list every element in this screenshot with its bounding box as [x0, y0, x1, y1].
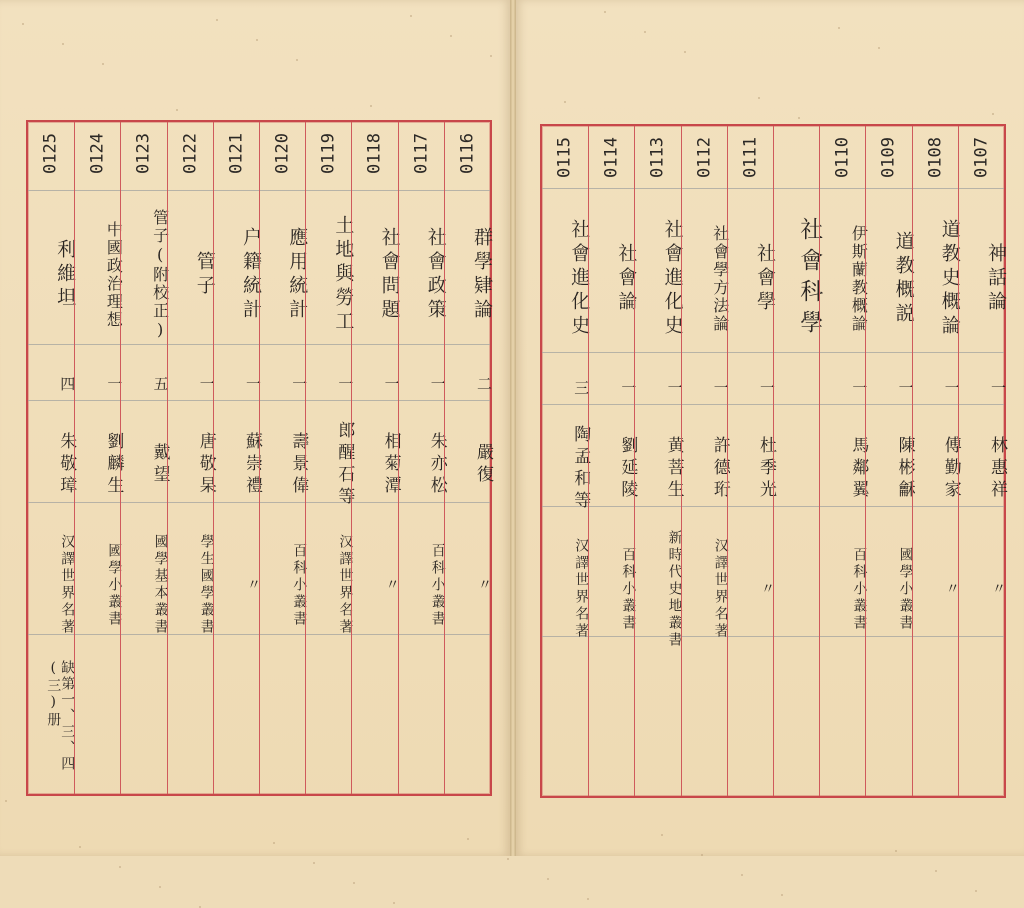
series-name: 〃: [758, 580, 775, 598]
book-title: 管子(附校正): [150, 209, 170, 341]
series-name: 汉譯世界名著: [59, 534, 76, 636]
book-title: 利維坦: [54, 239, 77, 311]
paper-speck: [684, 51, 686, 53]
paper-speck: [975, 890, 977, 892]
catalog-column: [727, 126, 774, 796]
catalog-column: [773, 126, 823, 796]
book-title: 社會政策: [424, 227, 447, 323]
catalog-number: 0116: [457, 133, 478, 175]
paper-speck: [547, 878, 549, 880]
paper-speck: [992, 113, 994, 115]
catalog-number: 0107: [971, 137, 992, 179]
series-name: 〃: [244, 576, 261, 594]
volume-count: 一: [988, 380, 1007, 395]
remark: [774, 664, 820, 784]
paper-speck: [450, 35, 452, 37]
paper-speck: [79, 846, 81, 848]
paper-speck: [838, 27, 840, 29]
paper-speck: [758, 97, 760, 99]
catalog-number: 0109: [878, 137, 899, 179]
volume-count: 一: [665, 380, 684, 395]
catalog-column: [398, 122, 445, 794]
author-name: 朱敬璋: [56, 432, 77, 498]
paper-speck: [878, 47, 880, 49]
paper-speck: [935, 870, 937, 872]
author-name: 劉麟生: [103, 432, 124, 498]
book-title: 應用統計: [286, 227, 309, 323]
catalog-number: 0121: [226, 133, 247, 175]
author-name: 壽景偉: [288, 432, 309, 498]
book-title: 管子: [193, 251, 216, 299]
volume-count: 一: [243, 376, 262, 391]
book-title: 道教概説: [892, 231, 915, 327]
catalog-column: [444, 122, 491, 794]
remark: [352, 660, 398, 780]
catalog-number: 0119: [318, 133, 339, 175]
book-title: 神話論: [984, 243, 1007, 315]
paper-speck: [313, 862, 315, 864]
author-name: 馬鄰翼: [848, 436, 869, 502]
series-name: 〃: [989, 580, 1006, 598]
paper-speck: [62, 43, 64, 45]
author-name: 相菊潭: [380, 432, 401, 498]
remark: [866, 664, 912, 784]
series-name: 百科小叢書: [291, 542, 308, 628]
paper-speck: [587, 898, 589, 900]
catalog-column: [28, 122, 77, 794]
author-name: 蘇崇禮: [241, 432, 262, 498]
catalog-number: 0117: [411, 133, 432, 175]
remark: [121, 660, 167, 780]
paper-speck: [564, 101, 566, 103]
remark: 缺第一、三、四(三)册: [45, 660, 76, 772]
volume-count: 一: [382, 376, 401, 391]
author-name: 林惠祥: [986, 436, 1007, 502]
book-spine: [510, 0, 516, 856]
remark: [959, 664, 1005, 784]
left-catalog-table: [26, 120, 492, 796]
catalog-column: [351, 122, 401, 794]
series-name: 〃: [943, 580, 960, 598]
catalog-number: 0111: [740, 137, 761, 179]
remark: [214, 660, 260, 780]
paper-speck: [5, 800, 7, 802]
remark: [589, 664, 635, 784]
paper-speck: [393, 902, 395, 904]
catalog-column: [865, 126, 915, 796]
remark: [445, 660, 491, 780]
remark: [542, 664, 588, 784]
catalog-number: 0123: [133, 133, 154, 175]
right-catalog-table: [540, 124, 1006, 798]
author-name: 許德珩: [709, 436, 730, 502]
volume-count: 一: [428, 376, 447, 391]
paper-speck: [644, 31, 646, 33]
book-title: 道教史概論: [938, 219, 961, 339]
catalog-column: [819, 126, 869, 796]
book-title: 社會問題: [378, 227, 401, 323]
catalog-column: [74, 122, 124, 794]
author-name: 陳彬龢: [894, 436, 915, 502]
book-title: 社會學: [753, 243, 776, 315]
volume-count: 一: [619, 380, 638, 395]
catalog-number: 0122: [180, 133, 201, 175]
paper-speck: [467, 838, 469, 840]
remark: [260, 660, 306, 780]
series-name: 汉譯世界名著: [337, 534, 354, 636]
book-title: 社會進化史: [661, 219, 684, 339]
author-name: 陶孟和等: [570, 425, 591, 513]
series-name: 新時代史地叢書: [666, 529, 683, 649]
remark: [635, 664, 681, 784]
volume-count: 三: [572, 380, 591, 395]
catalog-column: [542, 126, 591, 796]
remark: [728, 664, 774, 784]
author-name: 黄菩生: [663, 436, 684, 502]
series-name: 汉譯世界名著: [712, 538, 729, 640]
book-title: 中國政治理想: [104, 221, 124, 329]
book-title: 伊斯蘭教概論: [849, 225, 869, 333]
catalog-column: [681, 126, 728, 796]
volume-count: 一: [850, 380, 869, 395]
remark: [913, 664, 959, 784]
series-name: 汉譯世界名著: [573, 538, 590, 640]
paper-speck: [604, 11, 606, 13]
catalog-number: 0112: [694, 137, 715, 179]
author-name: [774, 414, 820, 524]
volume-count: 一: [757, 380, 776, 395]
book-title: 社會學方法論: [710, 225, 730, 333]
catalog-column: [167, 122, 214, 794]
catalog-number: 0110: [832, 137, 853, 179]
paper-speck: [353, 882, 355, 884]
catalog-number: 0115: [554, 137, 575, 179]
author-name: 唐敬杲: [195, 432, 216, 498]
volume-count: 一: [105, 376, 124, 391]
catalog-number: 0114: [601, 137, 622, 179]
paper-speck: [798, 117, 800, 119]
paper-speck: [781, 894, 783, 896]
volume-count: 四: [58, 376, 77, 391]
catalog-column: [588, 126, 638, 796]
catalog-number: 0120: [272, 133, 293, 175]
author-name: 嚴復: [472, 443, 493, 487]
remark: [399, 660, 445, 780]
series-name: 〃: [475, 576, 492, 594]
author-name: 杜季光: [755, 436, 776, 502]
catalog-column: [259, 122, 309, 794]
paper-speck: [661, 834, 663, 836]
paper-speck: [102, 63, 104, 65]
catalog-column: [958, 126, 1005, 796]
author-name: 傅勤家: [940, 436, 961, 502]
catalog-column: [912, 126, 959, 796]
author-name: 劉延陵: [617, 436, 638, 502]
volume-count: 一: [896, 380, 915, 395]
remark: [168, 660, 214, 780]
series-name: 國學小叢書: [897, 546, 914, 632]
book-title: 户籍統計: [239, 227, 262, 323]
remark: [682, 664, 728, 784]
volume-count: 一: [197, 376, 216, 391]
paper-speck: [216, 19, 218, 21]
author-name: 戴望: [149, 443, 170, 487]
series-name: 百科小叢書: [620, 546, 637, 632]
paper-speck: [176, 109, 178, 111]
paper-speck: [256, 39, 258, 41]
book-title: 社會論: [615, 243, 638, 315]
paper-speck: [119, 866, 121, 868]
author-name: 郎醒石等: [334, 421, 355, 509]
paper-speck: [490, 55, 492, 57]
series-name: 百科小叢書: [851, 546, 868, 632]
remark: [75, 660, 121, 780]
catalog-column: [120, 122, 170, 794]
series-name: 〃: [383, 576, 400, 594]
series-name: 學生國學叢書: [198, 534, 215, 636]
paper-speck: [507, 858, 509, 860]
volume-count: 一: [942, 380, 961, 395]
volume-count: 一: [711, 380, 730, 395]
remark: [306, 660, 352, 780]
paper-speck: [410, 15, 412, 17]
series-name: 國學小叢書: [106, 542, 123, 628]
paper-speck: [273, 842, 275, 844]
series-name: [774, 524, 820, 654]
catalog-column: [634, 126, 684, 796]
volume-count: 二: [474, 376, 493, 391]
remark: [820, 664, 866, 784]
volume-count: 一: [336, 376, 355, 391]
volume-count: 一: [290, 376, 309, 391]
author-name: 朱亦松: [426, 432, 447, 498]
catalog-number: 0113: [647, 137, 668, 179]
paper-speck: [159, 886, 161, 888]
series-name: 國學基本叢書: [152, 534, 169, 636]
paper-speck: [370, 105, 372, 107]
book-title: 群學肄論: [470, 227, 493, 323]
catalog-number: [774, 132, 820, 184]
paper-speck: [22, 23, 24, 25]
catalog-column: [305, 122, 355, 794]
paper-speck: [296, 59, 298, 61]
book-title: 社會科學: [796, 217, 823, 341]
paper-speck: [741, 874, 743, 876]
catalog-number: 0108: [925, 137, 946, 179]
paper-speck: [895, 850, 897, 852]
book-title: 社會進化史: [568, 219, 591, 339]
volume-count: 五: [151, 376, 170, 391]
catalog-number: 0124: [87, 133, 108, 175]
catalog-number: 0118: [364, 133, 385, 175]
catalog-column: [213, 122, 260, 794]
book-title: 土地與勞工: [332, 215, 355, 335]
series-name: 百科小叢書: [429, 542, 446, 628]
catalog-number: 0125: [40, 133, 61, 175]
